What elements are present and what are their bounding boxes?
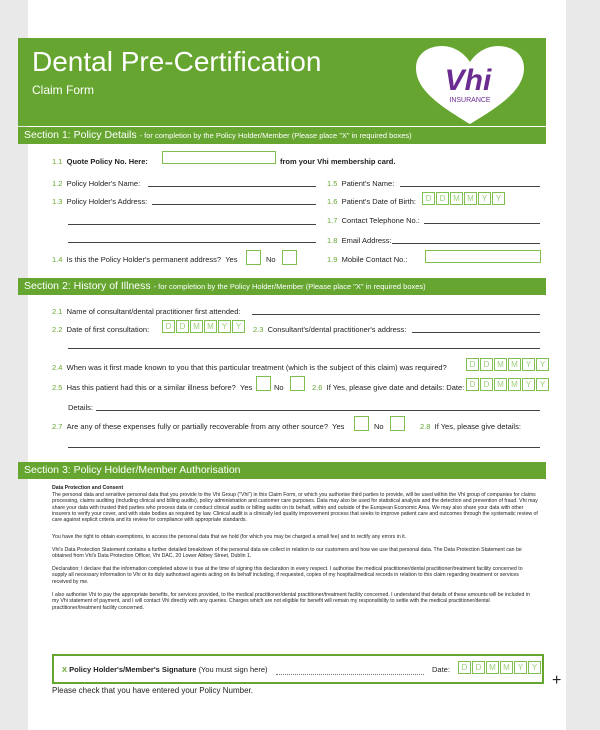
- permanent-address-no-checkbox[interactable]: [282, 250, 297, 265]
- recoverable-details-field[interactable]: [68, 447, 540, 448]
- signature-date-input[interactable]: D D M M Y Y: [458, 661, 542, 674]
- data-protection-heading: Data Protection and Consent: [52, 485, 124, 491]
- vhi-logo-icon: [410, 44, 530, 128]
- q1-9-label: 1.9 Mobile Contact No.:: [327, 255, 408, 264]
- policy-holder-address-field-1[interactable]: [152, 204, 316, 205]
- consultant-address-field-1[interactable]: [412, 332, 540, 333]
- data-protection-paragraph-2: You have the right to obtain exemptions, to access the personal data that we hold (for which you may be charged a small fee) and to rectify any errors in it.: [52, 534, 407, 540]
- section-2-title: Section 2: History of Illness: [24, 280, 151, 292]
- footer-note: Please check that you have entered your Policy Number.: [52, 686, 253, 695]
- section-1-title: Section 1: Policy Details: [24, 129, 137, 141]
- permanent-address-yes-checkbox[interactable]: [246, 250, 261, 265]
- patient-name-field[interactable]: [400, 186, 540, 187]
- illness-details-field[interactable]: [96, 410, 540, 411]
- q1-3-label: 1.3 Policy Holder's Address:: [52, 197, 148, 206]
- q1-1-label: 1.1 Quote Policy No. Here:: [52, 157, 148, 166]
- q2-5-label: 2.5 Has this patient had this or a similar illness before? Yes: [52, 383, 253, 392]
- contact-telephone-field[interactable]: [424, 223, 540, 224]
- section-3-title: Section 3: Policy Holder/Member Authorisation: [24, 464, 241, 476]
- similar-illness-yes-checkbox[interactable]: [256, 376, 271, 391]
- recoverable-no-checkbox[interactable]: [390, 416, 405, 431]
- q1-7-label: 1.7 Contact Telephone No.:: [327, 216, 420, 225]
- signature-date-label: Date:: [432, 665, 450, 674]
- mobile-number-input[interactable]: [425, 250, 542, 263]
- q2-7-label: 2.7 Are any of these expenses fully or partially recoverable from any other source? Yes: [52, 422, 345, 431]
- policy-holder-address-field-3[interactable]: [68, 242, 316, 243]
- section-1-note: - for completion by the Policy Holder/Member (Please place "X" in required boxes): [139, 131, 412, 140]
- q2-2-label: 2.2 Date of first consultation:: [52, 325, 150, 334]
- q2-7-no: No: [374, 422, 384, 431]
- signature-box: [52, 654, 544, 684]
- section-2-bar: [18, 278, 546, 295]
- q1-4-label: 1.4 Is this the Policy Holder's permanent address? Yes: [52, 255, 238, 264]
- patient-dob-input[interactable]: D D M M Y Y: [422, 192, 506, 205]
- q2-1-label: 2.1 Name of consultant/dental practitioner first attended:: [52, 307, 241, 316]
- q1-4-no: No: [266, 255, 276, 264]
- form-title: Dental Pre-Certification: [32, 46, 322, 77]
- section-2-note: - for completion by the Policy Holder/Member (Please place "X" in required boxes): [153, 282, 426, 291]
- section-3-bar: [18, 462, 546, 479]
- logo-subtext: INSURANCE: [449, 97, 491, 104]
- plus-icon[interactable]: +: [552, 672, 562, 689]
- recoverable-yes-checkbox[interactable]: [354, 416, 369, 431]
- consultant-name-field[interactable]: [252, 314, 540, 315]
- policy-holder-address-field-2[interactable]: [68, 224, 316, 225]
- similar-illness-no-checkbox[interactable]: [290, 376, 305, 391]
- treatment-known-date-input[interactable]: D D M M Y Y: [466, 358, 550, 371]
- section-1-bar: [18, 127, 546, 144]
- signature-label: X Policy Holder's/Member's Signature (You must sign here): [62, 665, 268, 674]
- q1-1-suffix: from your Vhi membership card.: [280, 157, 396, 166]
- declaration-paragraph: Declaration: I declare that the information completed above is true at the time of signing this declaration in every respect. I authorise the medical practitioner/dental practitioner/treatment facility concerned to supply all necessary information to Vhi or its duly authorised agents acting on its behalf including, if requested, copies of my hospital/medical records in relation to this claim regarding treatment or services received by me.: [52, 566, 523, 585]
- data-protection-paragraph-3: Vhi's Data Protection Statement contains a further detailed breakdown of the personal data we collect in relation to our customers and how we use that personal data. The Data Protection Statement can be obtained from Vhi's Data Protection Officer, Vhi DAC, 20 Lower Abbey Street, Dublin 1.: [52, 547, 522, 560]
- q2-5-no: No: [274, 383, 284, 392]
- authorisation-paragraph: I also authorise Vhi to pay the appropriate benefits, for services provided, to the medical practitioner/dental practitioner/treatment facility concerned. I understand that details of these amounts will be included in my Vhi statement of payment, and I will contact Vhi directly with any queries. Charges which are not eligible for benefit will remain my responsibility to settle with the medical practitioner/dental practitioner/treatment facility concerned.: [52, 592, 530, 611]
- form-subtitle: Claim Form: [32, 83, 94, 97]
- illness-date-input[interactable]: D D M M Y Y: [466, 378, 550, 391]
- q1-6-label: 1.6 Patient's Date of Birth:: [327, 197, 416, 206]
- email-address-field[interactable]: [392, 243, 540, 244]
- policy-holder-name-field[interactable]: [148, 186, 316, 187]
- policy-number-input[interactable]: [162, 151, 277, 164]
- q2-3-label: 2.3 Consultant's/dental practitioner's address:: [253, 325, 407, 334]
- logo-text: Vhi: [444, 64, 492, 97]
- consultant-address-field-2[interactable]: [68, 348, 540, 349]
- first-consultation-date-input[interactable]: D D M M Y Y: [162, 320, 246, 333]
- data-protection-paragraph-1: The personal data and sensitive personal data that you provide to the Vhi Group ("Vhi") in this Claim Form, or which you authorise third parties to provide, will be used within the Vhi group of companies for claims processing, claims auditing (including clinical and billing audits), policy administration and customer care purposes. Data may also be used for statistical analysis and the detection and prevention of fraud. Vhi may share your data with trusted third parties who process data or conduct clinical audits or billing audits on its behalf, within and outside of the European Economic Area. We may also share your data with other insurers to verify your cover, and with state bodies as required by law. Clinical audit is a clinically led quality improvement process that seeks to improve patient care and outcomes through the systematic review of care against explicit criteria and its review for compliance with appropriate standards.: [52, 492, 538, 524]
- q1-8-label: 1.8 Email Address:: [327, 236, 392, 245]
- q1-5-label: 1.5 Patient's Name:: [327, 179, 395, 188]
- form-header: [18, 38, 546, 126]
- q2-4-label: 2.4 When was it first made known to you that this particular treatment (which is the subject of this claim) was required?: [52, 363, 447, 372]
- signature-field[interactable]: [276, 674, 424, 675]
- q2-8-label: 2.8 If Yes, please give details:: [420, 422, 521, 431]
- q2-6-label: 2.6 If Yes, please give date and details: Date:: [312, 383, 465, 392]
- q1-2-label: 1.2 Policy Holder's Name:: [52, 179, 141, 188]
- details-label: Details:: [68, 403, 94, 412]
